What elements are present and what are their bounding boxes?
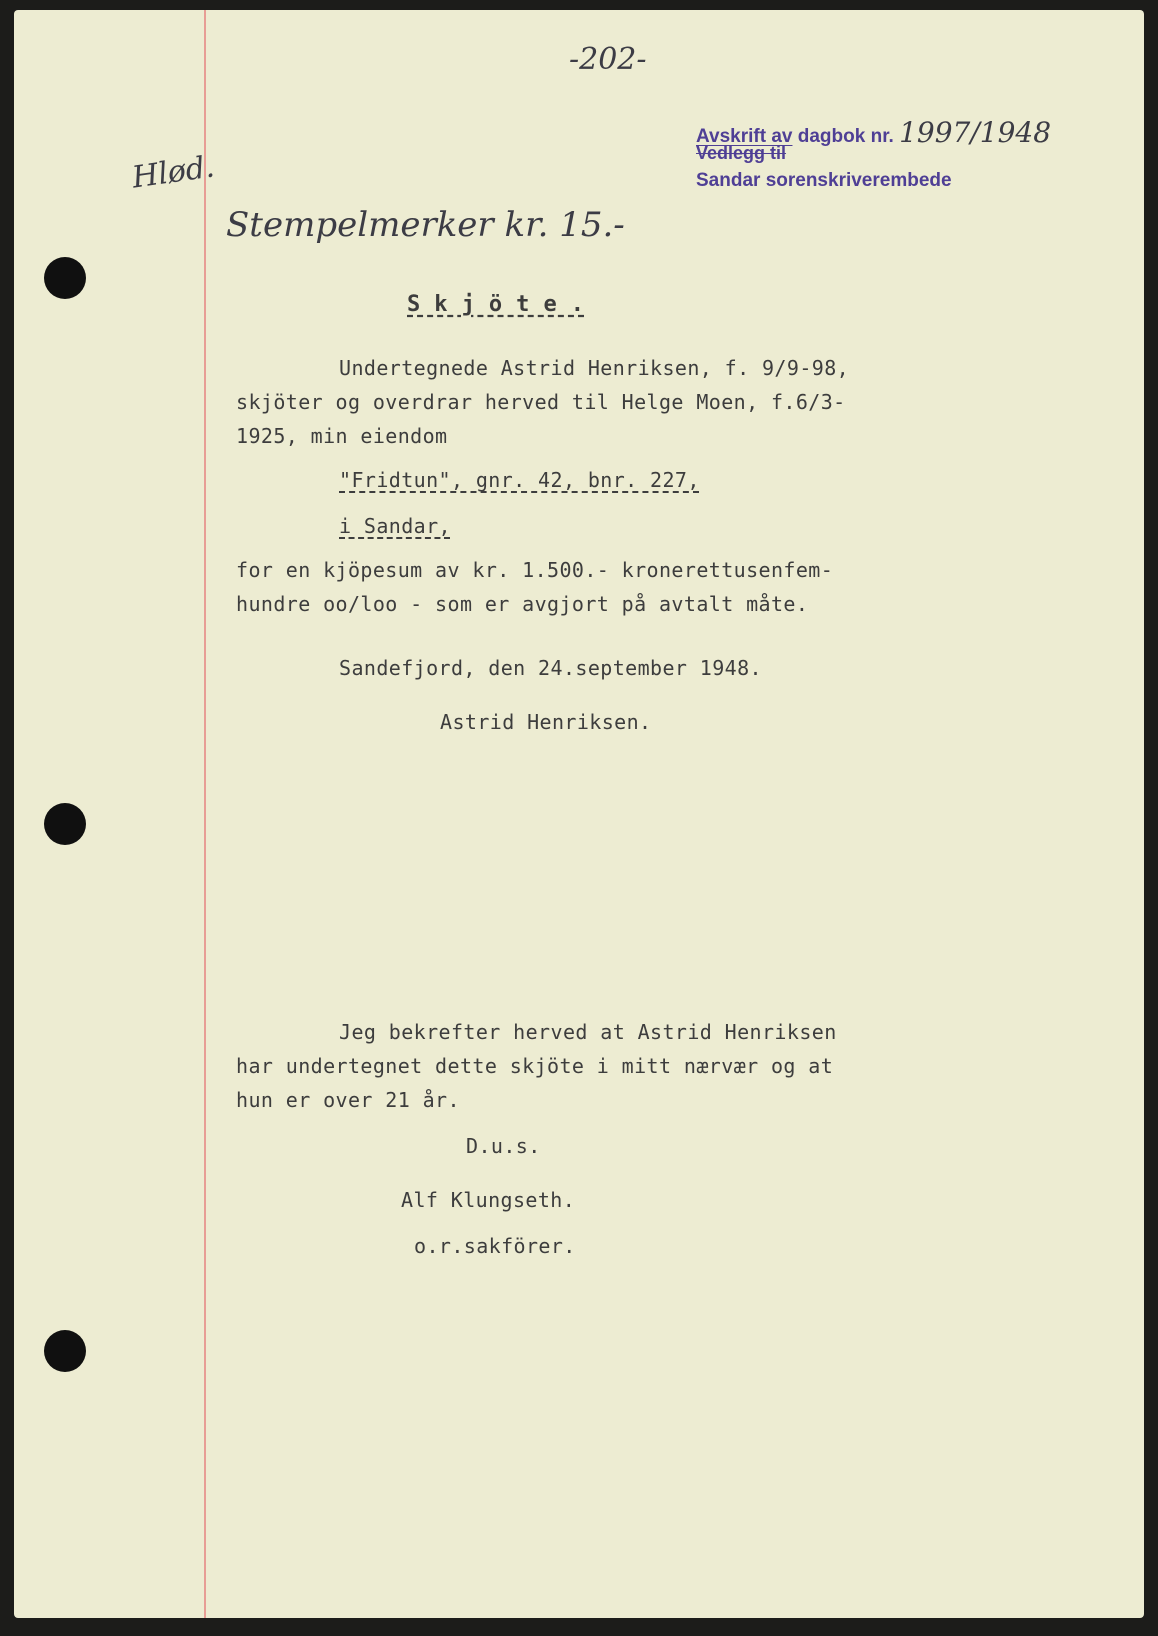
dus-abbrev: D.u.s. (466, 1134, 541, 1158)
body-line: hundre oo/loo - som er avgjort på avtalt måte. (236, 592, 809, 616)
body-line: skjöter og overdrar herved til Helge Moen, f.6/3- (236, 390, 846, 414)
page-number: -202- (569, 42, 647, 77)
punch-hole (44, 257, 86, 299)
witness-name: Alf Klungseth. (401, 1188, 576, 1212)
margin-rule (204, 10, 206, 1618)
body-line: for en kjöpesum av kr. 1.500.- kronerettusenfem- (236, 558, 834, 582)
stamp-dagbok-label: dagbok nr. (797, 126, 894, 147)
stamp-line-2: Vedlegg til (696, 143, 787, 163)
dagbok-number: 1997/1948 (899, 116, 1052, 149)
property-line: "Fridtun", gnr. 42, bnr. 227, (339, 468, 700, 492)
place-date: Sandefjord, den 24.september 1948. (339, 656, 762, 680)
handwritten-initials: Hlød. (129, 149, 217, 196)
stamp-fee-note: Stempelmerker kr. 15.- (226, 205, 625, 245)
stamp-avskrift-label: Avskrift av (696, 126, 793, 147)
signer-name: Astrid Henriksen. (440, 710, 652, 734)
witness-line: har undertegnet dette skjöte i mitt nærvær og at (236, 1054, 834, 1078)
punch-hole (44, 803, 86, 845)
witness-line: hun er over 21 år. (236, 1088, 460, 1112)
document-page (14, 10, 1144, 1618)
witness-line: Jeg bekrefter herved at Astrid Henriksen (339, 1020, 837, 1044)
stamp-line-3: Sandar sorenskriverembede (696, 170, 952, 191)
document-title: S k j ö t e . (407, 292, 585, 317)
body-line: 1925, min eiendom (236, 424, 448, 448)
punch-hole (44, 1330, 86, 1372)
witness-title: o.r.sakförer. (414, 1234, 576, 1258)
location-line: i Sandar, (339, 514, 451, 538)
body-line: Undertegnede Astrid Henriksen, f. 9/9-98, (339, 356, 850, 380)
